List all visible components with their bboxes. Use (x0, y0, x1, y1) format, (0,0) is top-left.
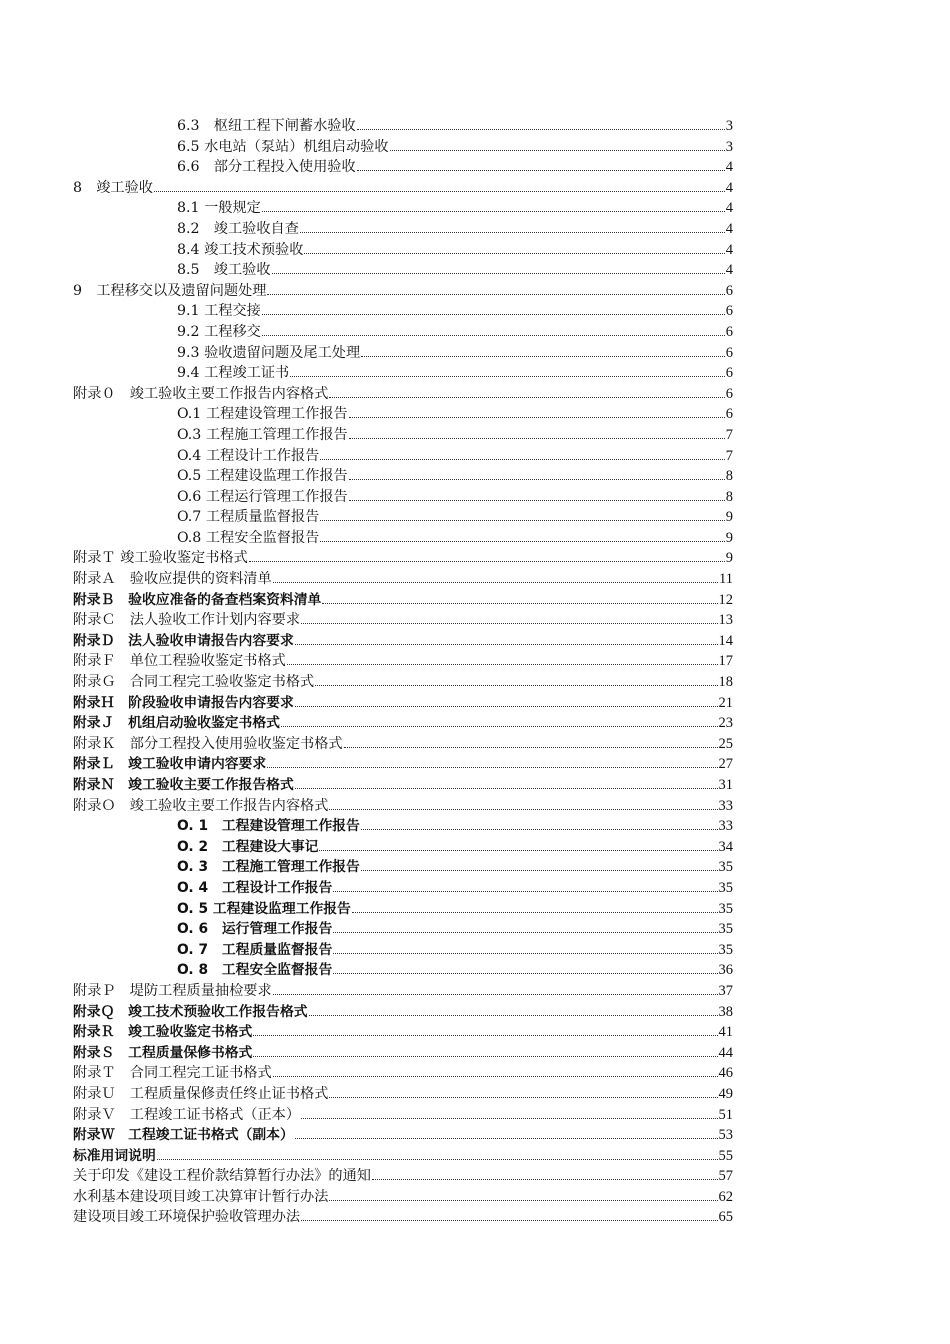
toc-entry-title: 6.5 水电站（泵站）机组启动验收 (177, 138, 389, 155)
toc-entry-title: 8.5 竣工验收 (177, 262, 271, 279)
toc-entry-title: O. 8 工程安全监督报告 (177, 962, 333, 979)
toc-entry-title: 附录Ｊ 机组启动验收鉴定书格式 (73, 715, 280, 732)
toc-entry[interactable] (73, 981, 733, 1002)
toc-entry[interactable] (73, 198, 733, 219)
toc-entry-title: 6.6 部分工程投入使用验收 (177, 159, 356, 176)
dot-leader (309, 1002, 718, 1016)
toc-entry-title: 附录Ｔ 合同工程完工证书格式 (73, 1065, 272, 1082)
dot-leader (329, 796, 717, 810)
toc-entry-page-number: 6 (725, 365, 733, 382)
dot-leader (315, 672, 717, 686)
toc-entry-title: O.8 工程安全监督报告 (177, 529, 320, 546)
toc-entry-page-number: 13 (718, 612, 733, 629)
dot-leader (262, 198, 725, 212)
toc-entry-page-number: 9 (725, 509, 733, 526)
dot-leader (295, 775, 718, 789)
toc-entry-title: 附录Ｋ 部分工程投入使用验收鉴定书格式 (73, 735, 343, 752)
toc-entry-page-number: 6 (725, 406, 733, 423)
dot-leader (333, 919, 717, 933)
toc-entry[interactable] (73, 1207, 733, 1228)
dot-leader (352, 899, 718, 913)
toc-entry[interactable] (73, 651, 733, 672)
dot-leader (361, 857, 718, 871)
dot-leader (295, 1125, 718, 1139)
toc-entry[interactable] (73, 857, 733, 878)
toc-entry[interactable] (73, 816, 733, 837)
dot-leader (349, 425, 725, 439)
toc-entry-page-number: 23 (718, 715, 733, 732)
toc-entry-page-number: 62 (718, 1188, 733, 1205)
dot-leader (157, 1146, 718, 1160)
toc-entry-title: 8.2 竣工验收自查 (177, 220, 299, 237)
toc-entry-page-number: 33 (718, 818, 733, 835)
toc-entry-page-number: 3 (725, 118, 733, 134)
toc-entry-page-number: 53 (718, 1127, 733, 1144)
toc-entry-title: 8 竣工验收 (73, 179, 153, 196)
toc-entry[interactable] (73, 1002, 733, 1023)
toc-entry[interactable] (73, 1146, 733, 1167)
toc-entry-title: O. 1 工程建设管理工作报告 (177, 818, 360, 835)
toc-entry-page-number: 41 (718, 1024, 733, 1041)
toc-entry-page-number: 25 (718, 735, 733, 752)
toc-entry[interactable] (73, 116, 733, 137)
toc-entry-title: O. 4 工程设计工作报告 (177, 879, 333, 896)
toc-entry[interactable] (73, 137, 733, 158)
toc-entry-page-number: 8 (725, 488, 733, 505)
toc-entry-page-number: 7 (725, 447, 733, 464)
dot-leader (267, 281, 724, 295)
toc-entry-title: 9.1 工程交接 (177, 303, 261, 320)
dot-leader (333, 960, 717, 974)
dot-leader (301, 1207, 717, 1221)
toc-entry-page-number: 4 (725, 179, 733, 196)
dot-leader (320, 446, 724, 460)
toc-entry-title: O.7 工程质量监督报告 (177, 509, 320, 526)
toc-entry-page-number: 37 (718, 982, 733, 999)
toc-entry-title: 附录Ｑ 竣工技术预验收工作报告格式 (73, 1003, 308, 1020)
toc-entry[interactable] (73, 1125, 733, 1146)
toc-entry[interactable] (73, 178, 733, 199)
toc-entry-title: 8.1 一般规定 (177, 200, 261, 217)
toc-entry-page-number: 4 (725, 262, 733, 279)
toc-entry[interactable] (73, 507, 733, 528)
toc-entry[interactable] (73, 1043, 733, 1064)
toc-entry[interactable] (73, 343, 733, 364)
toc-entry-page-number: 57 (718, 1168, 733, 1185)
toc-entry-page-number: 55 (718, 1147, 733, 1164)
toc-entry-page-number: 35 (718, 921, 733, 938)
dot-leader (390, 137, 725, 151)
toc-entry[interactable] (73, 446, 733, 467)
toc-entry[interactable] (73, 301, 733, 322)
toc-entry-page-number: 35 (718, 941, 733, 958)
dot-leader (349, 466, 725, 480)
toc-entry-title: 水利基本建设项目竣工决算审计暂行办法 (73, 1188, 329, 1205)
dot-leader (253, 1022, 717, 1036)
toc-entry[interactable] (73, 1022, 733, 1043)
toc-entry[interactable] (73, 590, 733, 611)
toc-entry-title: 8.4 竣工技术预验收 (177, 241, 304, 258)
toc-entry-page-number: 18 (718, 674, 733, 691)
toc-entry[interactable] (73, 919, 733, 940)
toc-entry-title: O.6 工程运行管理工作报告 (177, 488, 348, 505)
toc-entry[interactable] (73, 1063, 733, 1084)
dot-leader (333, 878, 717, 892)
toc-entry-page-number: 4 (725, 159, 733, 176)
toc-entry[interactable] (73, 219, 733, 240)
dot-leader (329, 1187, 717, 1201)
toc-entry-title: 附录Ｆ 单位工程验收鉴定书格式 (73, 653, 286, 670)
toc-entry-title: O. 2 工程建设大事记 (177, 838, 319, 855)
toc-entry-title: O. 7 工程质量监督报告 (177, 941, 333, 958)
toc-entry-page-number: 8 (725, 468, 733, 485)
dot-leader (262, 301, 725, 315)
toc-entry-page-number: 21 (718, 694, 733, 711)
toc-entry-title: O. 3 工程施工管理工作报告 (177, 859, 360, 876)
toc-entry-title: 附录Ｖ 工程竣工证书格式（正本） (73, 1106, 301, 1123)
dot-leader (273, 569, 718, 583)
dot-leader (262, 322, 725, 336)
toc-entry[interactable] (73, 940, 733, 961)
toc-entry[interactable] (73, 610, 733, 631)
toc-entry-page-number: 6 (725, 303, 733, 320)
toc-entry[interactable] (73, 796, 733, 817)
dot-leader (349, 404, 725, 418)
dot-leader (154, 178, 725, 192)
toc-entry-page-number: 6 (725, 344, 733, 361)
toc-entry-page-number: 4 (725, 241, 733, 258)
toc-entry-title: 6.3 枢纽工程下闸蓄水验收 (177, 118, 356, 134)
toc-entry-title: 附录Ｏ 竣工验收主要工作报告内容格式 (73, 797, 329, 814)
toc-entry-page-number: 31 (718, 777, 733, 793)
toc-entry-title: 关于印发《建设工程价款结算暂行办法》的通知 (73, 1168, 371, 1185)
toc-entry[interactable] (73, 631, 733, 652)
toc-entry-title: 附录Ｈ 阶段验收申请报告内容要求 (73, 694, 294, 711)
toc-entry[interactable] (73, 240, 733, 261)
dot-leader (301, 1105, 717, 1119)
toc-entry-page-number: 38 (718, 1003, 733, 1020)
toc-entry-title: 附录Ｐ 堤防工程质量抽检要求 (73, 982, 272, 999)
toc-entry[interactable] (73, 899, 733, 920)
toc-entry-title: 附录０ 竣工验收主要工作报告内容格式 (73, 385, 329, 402)
toc-entry[interactable] (73, 322, 733, 343)
toc-entry[interactable] (73, 672, 733, 693)
dot-leader (281, 713, 718, 727)
toc-entry-title: O.1 工程建设管理工作报告 (177, 406, 348, 423)
toc-entry-page-number: 7 (725, 426, 733, 443)
dot-leader (320, 507, 724, 521)
toc-entry-page-number: 3 (725, 138, 733, 155)
toc-entry-page-number: 11 (719, 571, 733, 588)
toc-entry-page-number: 4 (725, 200, 733, 217)
dot-leader (372, 1166, 718, 1180)
toc-entry-title: 附录Ｗ 工程竣工证书格式（副本） (73, 1127, 294, 1144)
toc-entry[interactable] (73, 734, 733, 755)
dot-leader (295, 693, 718, 707)
toc-entry-page-number: 6 (725, 282, 733, 299)
toc-entry-page-number: 4 (725, 220, 733, 237)
dot-leader (304, 240, 724, 254)
toc-entry-page-number: 51 (718, 1106, 733, 1123)
dot-leader (319, 837, 717, 851)
toc-entry[interactable] (73, 775, 733, 796)
toc-entry[interactable] (73, 528, 733, 549)
toc-entry-page-number: 33 (718, 797, 733, 814)
toc-entry-title: 附录Ｎ 竣工验收主要工作报告格式 (73, 777, 294, 793)
toc-entry-title: 标准用词说明 (73, 1147, 156, 1164)
dot-leader (295, 631, 718, 645)
toc-entry-title: 附录Ｒ 竣工验收鉴定书格式 (73, 1024, 253, 1041)
toc-entry-title: O. 5 工程建设监理工作报告 (177, 900, 351, 917)
toc-entry-title: 附录Ｓ 工程质量保修书格式 (73, 1044, 253, 1061)
dot-leader (361, 816, 718, 830)
toc-entry[interactable] (73, 363, 733, 384)
dot-leader (322, 590, 717, 604)
toc-entry-title: 建设项目竣工环境保护验收管理办法 (73, 1209, 301, 1226)
toc-entry[interactable] (73, 487, 733, 508)
toc-entry[interactable] (73, 281, 733, 302)
toc-entry-page-number: 49 (718, 1085, 733, 1102)
toc-entry[interactable] (73, 1166, 733, 1187)
toc-entry-title: 附录Ａ 验收应提供的资料清单 (73, 571, 272, 588)
dot-leader (287, 651, 718, 665)
toc-entry-title: 附录Ｇ 合同工程完工验收鉴定书格式 (73, 674, 315, 691)
dot-leader (361, 343, 725, 357)
toc-entry-page-number: 36 (718, 962, 733, 979)
toc-entry-page-number: 9 (725, 550, 733, 567)
dot-leader (273, 981, 718, 995)
table-of-contents (73, 116, 733, 1228)
toc-entry-title: 附录Ｂ 验收应准备的备查档案资料清单 (73, 591, 322, 608)
toc-entry-page-number: 6 (725, 323, 733, 340)
toc-entry-page-number: 14 (718, 632, 733, 649)
toc-entry[interactable] (73, 157, 733, 178)
toc-entry-title: O.3 工程施工管理工作报告 (177, 426, 348, 443)
toc-entry-title: O.4 工程设计工作报告 (177, 447, 320, 464)
toc-entry-title: 附录Ｃ 法人验收工作计划内容要求 (73, 612, 301, 629)
dot-leader (253, 1043, 717, 1057)
toc-entry-page-number: 44 (718, 1044, 733, 1061)
toc-entry-page-number: 34 (718, 838, 733, 855)
dot-leader (267, 754, 717, 768)
dot-leader (249, 548, 725, 562)
toc-entry-title: O. 6 运行管理工作报告 (177, 921, 333, 938)
toc-entry[interactable] (73, 466, 733, 487)
dot-leader (290, 363, 725, 377)
toc-entry-page-number: 6 (725, 385, 733, 402)
toc-entry-title: 9.3 验收遗留问题及尾工处理 (177, 344, 361, 361)
dot-leader (300, 219, 725, 233)
toc-entry[interactable] (73, 548, 733, 569)
toc-entry-page-number: 12 (718, 591, 733, 608)
toc-entry-page-number: 46 (718, 1065, 733, 1082)
toc-entry-title: 9 工程移交以及遗留问题处理 (73, 282, 267, 299)
toc-entry[interactable] (73, 878, 733, 899)
toc-entry-title: 附录Ｄ 法人验收申请报告内容要求 (73, 632, 294, 649)
dot-leader (357, 157, 725, 171)
toc-entry-page-number: 35 (718, 859, 733, 876)
toc-entry-title: 附录Ｕ 工程质量保修责任终止证书格式 (73, 1085, 329, 1102)
dot-leader (329, 1084, 717, 1098)
toc-entry[interactable] (73, 384, 733, 405)
dot-leader (333, 940, 717, 954)
toc-entry[interactable] (73, 1105, 733, 1126)
toc-entry[interactable] (73, 404, 733, 425)
dot-leader (301, 610, 717, 624)
dot-leader (329, 384, 724, 398)
toc-entry[interactable] (73, 425, 733, 446)
dot-leader (273, 1063, 718, 1077)
toc-entry-title: 9.4 工程竣工证书 (177, 365, 290, 382)
toc-entry[interactable] (73, 569, 733, 590)
toc-entry-title: 9.2 工程移交 (177, 323, 261, 340)
toc-entry[interactable] (73, 837, 733, 858)
toc-entry[interactable] (73, 960, 733, 981)
toc-entry[interactable] (73, 1187, 733, 1208)
dot-leader (344, 734, 718, 748)
toc-entry-page-number: 35 (718, 879, 733, 896)
dot-leader (357, 116, 725, 130)
toc-entry-title: O.5 工程建设监理工作报告 (177, 468, 348, 485)
toc-entry-title: 附录Ｔ 竣工验收鉴定书格式 (73, 550, 248, 567)
toc-entry-page-number: 17 (718, 653, 733, 670)
toc-entry-page-number: 65 (718, 1209, 733, 1226)
toc-entry[interactable] (73, 260, 733, 281)
toc-entry[interactable] (73, 693, 733, 714)
toc-entry-page-number: 27 (718, 756, 733, 773)
dot-leader (320, 528, 724, 542)
toc-entry[interactable] (73, 1084, 733, 1105)
dot-leader (272, 260, 725, 274)
toc-entry[interactable] (73, 754, 733, 775)
toc-entry-page-number: 35 (718, 900, 733, 917)
toc-entry-title: 附录Ｌ 竣工验收申请内容要求 (73, 756, 267, 773)
toc-entry[interactable] (73, 713, 733, 734)
toc-entry-page-number: 9 (725, 529, 733, 546)
dot-leader (349, 487, 725, 501)
